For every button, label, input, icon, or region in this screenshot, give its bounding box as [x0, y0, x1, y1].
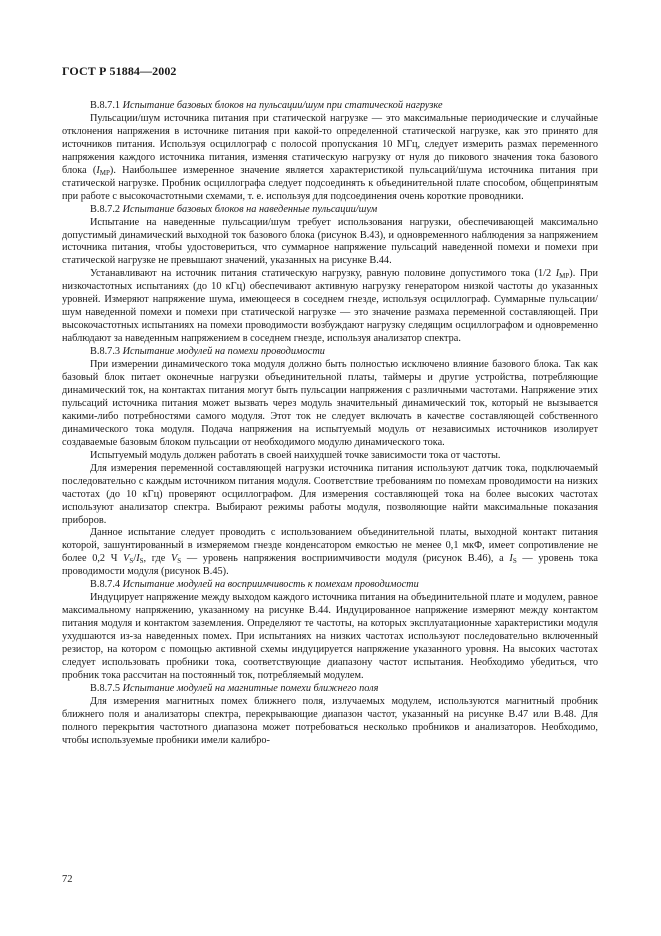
document-header: ГОСТ Р 51884—2002: [62, 64, 177, 78]
page-number: 72: [62, 874, 73, 885]
body-paragraph: Данное испытание следует проводить с использованием объединительной платы, выходной контакт питания которой, зашунтированный в измеряемом гнезде конденсатором емкостью не менее 0,1 мкФ, имеет сопротивление не более 0,2 Ч $V_S/I_S$, где $V_S$ — уровень напряжения восприимчивости модуля (рисунок В.46), а $I_S$ — уровень тока проводимости модуля (рисунок В.45).: [62, 527, 599, 578]
section-title: Испытание модулей на магнитные помехи ближнего поля: [122, 682, 379, 694]
section-number: В.8.7.3: [90, 346, 121, 358]
body-paragraph: Индуцирует напряжение между выходом каждого источника питания на объединительной плате и модулем, равное максимальному напряжению, указанному на рисунке В.44. Индуцированное напряжение измеряют между контактом питания модуля и контактом заземления. Определяют те частоты, на которых эксплуатационные характеристики модуля ухудшаются из-за наведенных помех. При испытаниях на низких частотах используют последовательно включенный резистор, на котором с помощью активной схемы индуцируется напряжение указанного уровня. На высоких частотах следует использовать пробники тока, соответствующие диапазону частот испытания. Необходимо убедиться, что пробник тока рассчитан на постоянный ток, потребляемый модулем.: [62, 592, 598, 681]
section-title: Испытание модулей на восприимчивость к помехам проводимости: [122, 579, 419, 591]
section-heading: [62, 100, 598, 113]
section-heading: [62, 346, 598, 359]
body-paragraph: Испытуемый модуль должен работать в своей наихудшей точке зависимости тока от частоты.: [90, 449, 501, 461]
section-heading: [62, 683, 598, 696]
document-body: [62, 100, 598, 748]
section-number: В.8.7.5: [90, 682, 121, 694]
section-title: Испытание модулей на помехи проводимости: [122, 346, 325, 358]
body-paragraph: Испытание на наведенные пульсации/шум требует использования нагрузки, обеспечивающей максимально допустимый динамический выходной ток базового блока (рисунок В.43), и одновременного наблюдения за напряжением источника питания, чтобы удостовериться, что суммарное напряжение пульсаций наведенной помехи и помехи при статической нагрузке не превышают значений, указанных на рисунке В.44.: [62, 216, 598, 267]
section-number: В.8.7.4: [90, 579, 121, 591]
body-paragraph: Для измерения магнитных помех ближнего поля, излучаемых модулем, используются магнитный пробник ближнего поля и анализаторы спектра, перекрывающие диапазон частот, указанный на рисунке В.47 или В.48. Для полного перекрытия частотного диапазона может потребоваться несколько пробников и анализаторов. Необходимо, чтобы используемые пробники имели калибро-: [62, 695, 598, 746]
section-heading: [62, 579, 598, 592]
body-paragraph: Устанавливают на источник питания статическую нагрузку, равную половине допустимого тока (1/2 $I_{MP}$). При низкочастотных испытаниях (до 10 кГц) обеспечивают активную нагрузку генератором низкой частоты до указанных уровней. Измеряют напряжение шума, имеющееся в соседнем гнезде, используя осциллограф. Суммарные пульсации/шум наведенной помехи и помехи при статической нагрузке — это значение размаха переменной составляющей. При высокочастотных испытаниях на помехи проводимости возбуждают нагрузку следящим осциллографом и одновременно наблюдают за наведенным напряжением в соседнем гнезде, используя анализатор спектра.: [62, 268, 598, 345]
section-number: В.8.7.1: [90, 100, 121, 111]
section-title: Испытание базовых блоков на наведенные пульсации/шум: [122, 203, 378, 215]
body-paragraph: Для измерения переменной составляющей нагрузки источника питания используют датчик тока, подключаемый последовательно с каждым источником питания модуля. Соответствие требованиям по помехам проводимости на низких частотах (до 10 кГц) проверяют осциллографом. Для измерения составляющей тока на более высоких частотах используют анализатор спектра. Выбирают режимы работы модуля, позволяющие найти максимальные показания приборов.: [62, 462, 598, 526]
section-heading: [62, 204, 598, 217]
body-paragraph: Пульсации/шум источника питания при статической нагрузке — это максимальные периодические и случайные отклонения напряжения в источнике питания при какой-то определенной статической нагрузке, как это принято для источников питания. Используя осциллограф с полосой пропускания 10 МГц, следует измерить размах переменного напряжения каждого источника питания, изменяя статическую нагрузку от нуля до пикового значения тока базового блока $(I_{MP})$. Наибольшее измеренное значение является характеристикой пульсаций/шума источника питания при статической нагрузке. Пробник осциллографа следует подсоединять к объединительной плате способом, общепринятым при работе с высокочастотными схемами, т. е. используя для подсоединения очень короткие проводники.: [62, 112, 598, 202]
section-title: Испытание базовых блоков на пульсации/шум при статической нагрузке: [122, 100, 443, 111]
body-paragraph: При измерении динамического тока модуля должно быть полностью исключено влияние базового блока. Так как базовый блок питает оконечные нагрузки объединительной платы, таймеры и другие устройства, потребляющие динамический ток, на контактах питания могут быть пульсации напряжения с различными частотами. Напряжение этих пульсаций источника питания может вызвать через модуль значительный динамический ток, который не вызывается какими-либо потребностями самого модуля. Этот ток не следует включать в качестве составляющей собственного динамического тока модуля. Подача напряжения на испытуемый модуль от независимых источников изолирует создаваемые базовым блоком пульсации от необходимого модулю динамического тока.: [62, 359, 598, 448]
section-number: В.8.7.2: [90, 203, 121, 215]
